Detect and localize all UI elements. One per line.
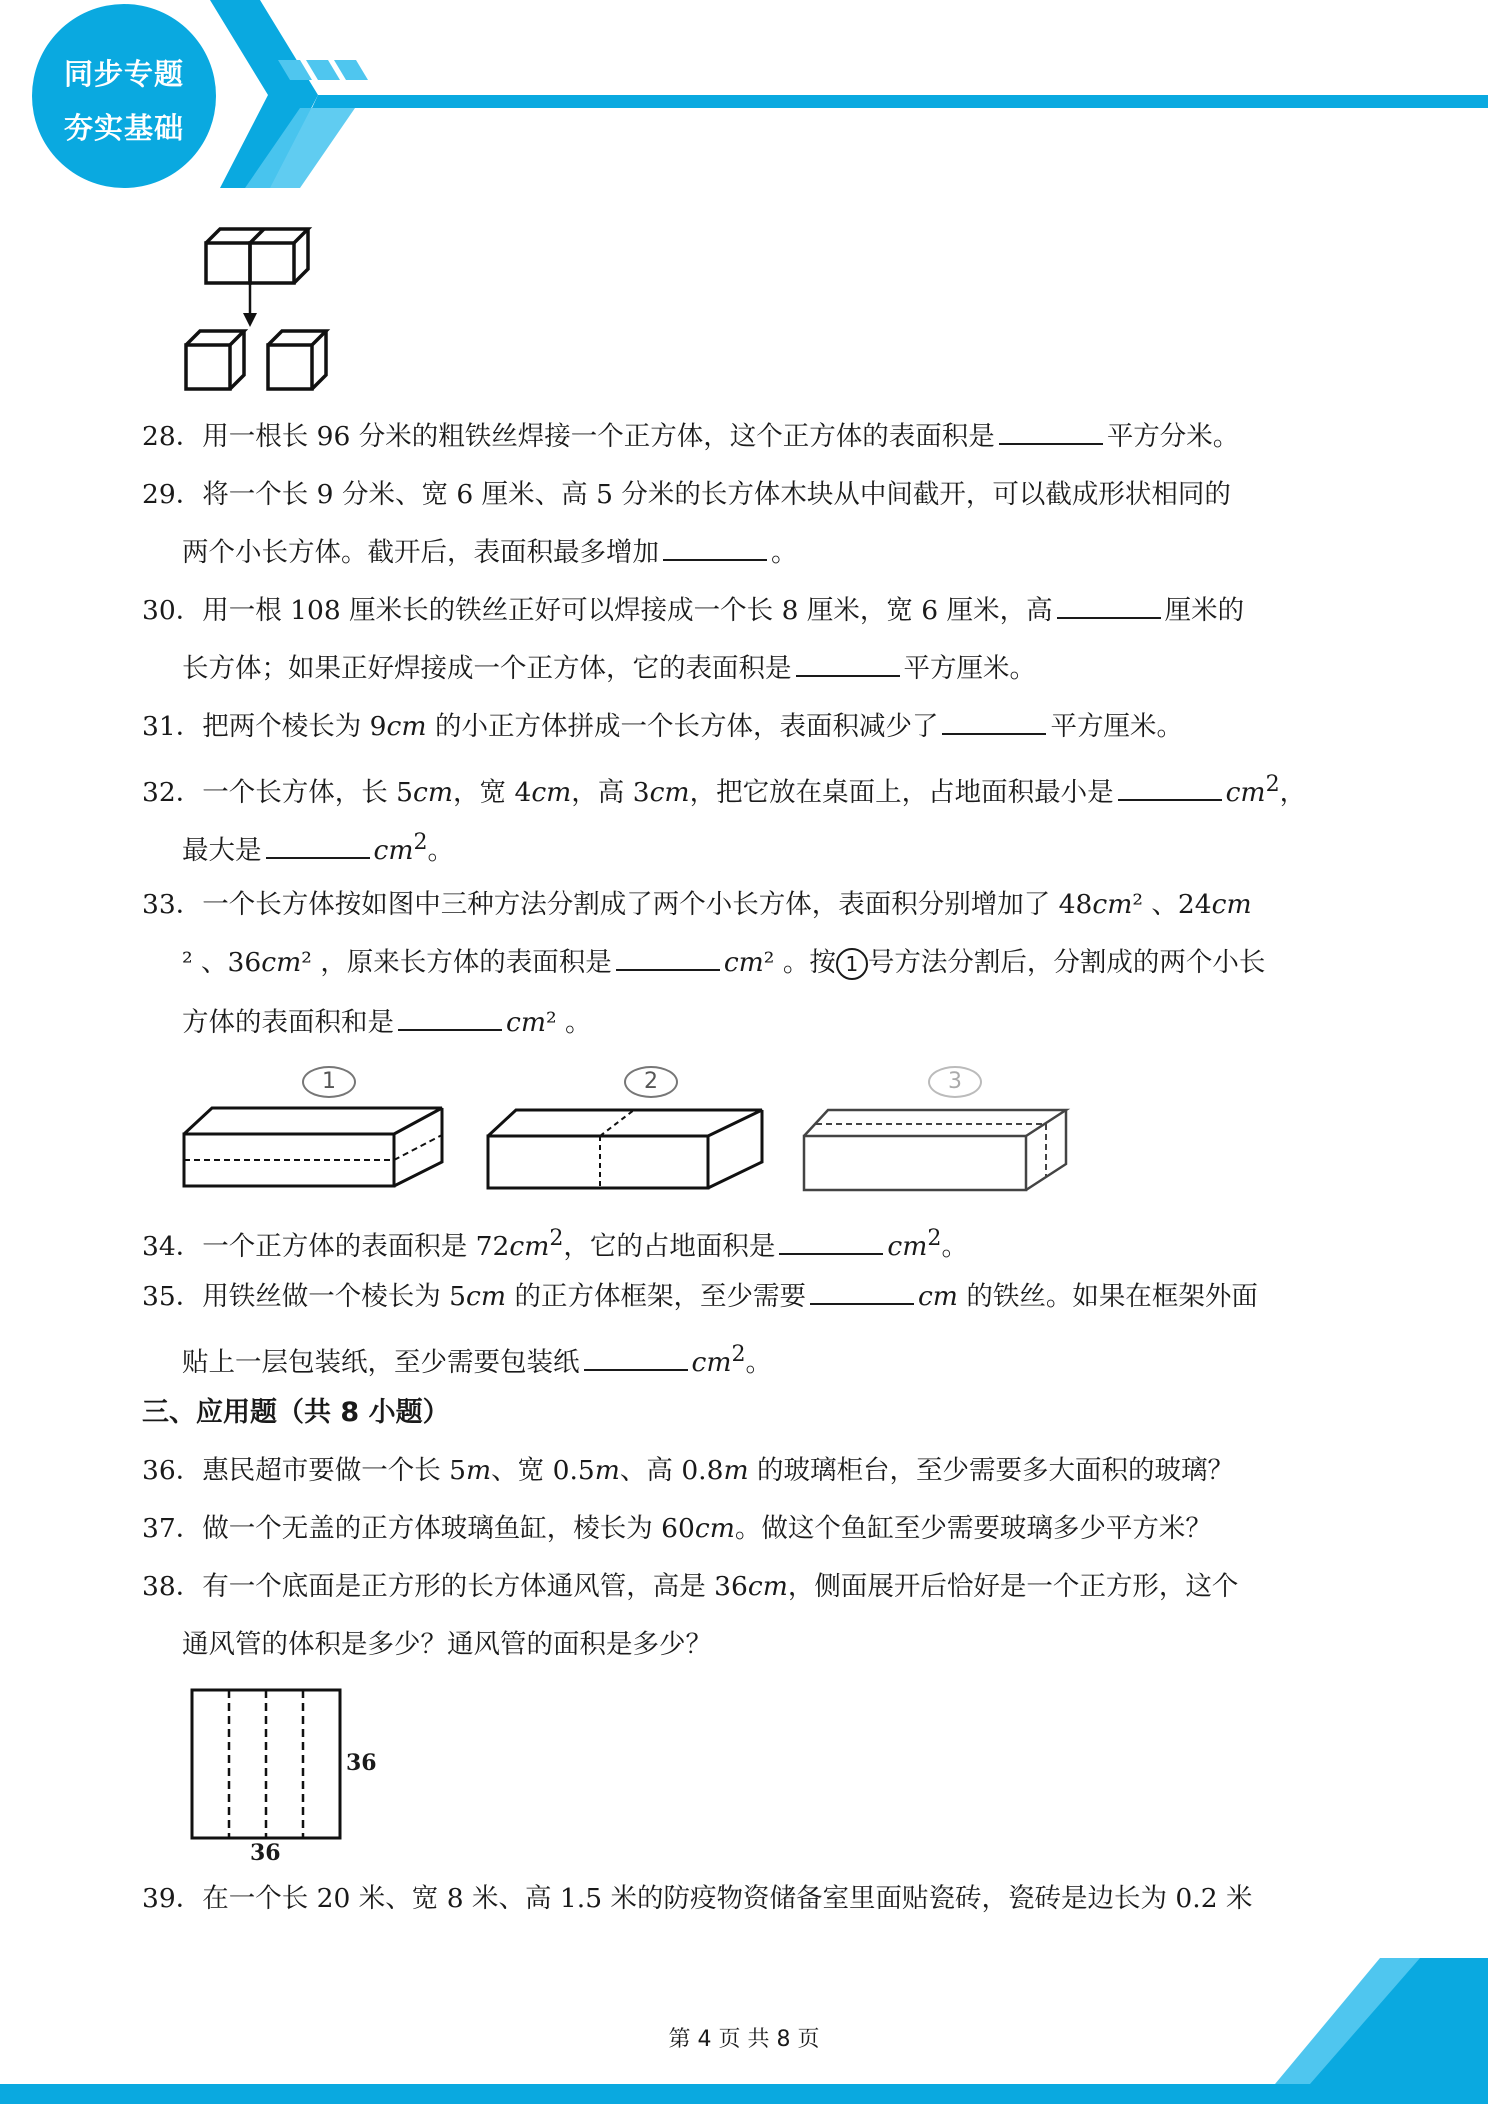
method-number-circle: 1: [836, 948, 868, 980]
section-title-applications: 三、应用题（共 8 小题）: [142, 1397, 450, 1428]
net-bottom-label: 36: [250, 1840, 281, 1866]
answer-blank[interactable]: [1118, 775, 1222, 801]
page-number: 第 4 页 共 8 页: [668, 2027, 820, 2052]
question-28: 28．用一根长 96 分米的粗铁丝焊接一个正方体，这个正方体的表面积是 平方分米。: [142, 421, 1240, 452]
answer-blank[interactable]: [663, 535, 767, 561]
cut-method-label-3: 3: [928, 1066, 982, 1098]
question-30-line-2: 长方体；如果正好焊接成一个正方体，它的表面积是 平方厘米。: [182, 653, 1036, 684]
header-decoration: [0, 0, 1488, 200]
question-31: 31．把两个棱长为 9cm 的小正方体拼成一个长方体，表面积减少了 平方厘米。: [142, 711, 1183, 742]
answer-blank[interactable]: [942, 709, 1046, 735]
question-35-line-2: 贴上一层包装纸，至少需要包装纸 $cm^2$。: [182, 1342, 773, 1378]
question-33-line-2: ² 、36cm² ，原来长方体的表面积是 cm² 。按 1 号方法分割后，分割成的两个小长: [182, 947, 1266, 978]
question-30-line-1: 30．用一根 108 厘米长的铁丝正好可以焊接成一个长 8 厘米，宽 6 厘米，高 厘米的: [142, 595, 1245, 626]
question-37: 37．做一个无盖的正方体玻璃鱼缸，棱长为 60cm。做这个鱼缸至少需要玻璃多少平方米？: [142, 1513, 1212, 1544]
question-38-line-2: 通风管的体积是多少？通风管的面积是多少？: [182, 1629, 712, 1660]
answer-blank[interactable]: [266, 833, 370, 859]
answer-blank[interactable]: [796, 651, 900, 677]
cut-methods-figure: [176, 1100, 1076, 1200]
question-34: 34．一个正方体的表面积是 $72cm^2$，它的占地面积是 $cm^2$。: [142, 1226, 968, 1262]
question-38-line-1: 38．有一个底面是正方形的长方体通风管，高是 36cm，侧面展开后恰好是一个正方形，这个: [142, 1571, 1239, 1602]
badge-line-2: 夯实基础: [63, 111, 184, 145]
cut-method-label-2: 2: [624, 1066, 678, 1098]
cut-method-label-1: 1: [302, 1066, 356, 1098]
answer-blank[interactable]: [616, 945, 720, 971]
answer-blank[interactable]: [584, 1345, 688, 1371]
answer-blank[interactable]: [398, 1005, 502, 1031]
badge-line-1: 同步专题: [63, 57, 184, 91]
question-39: 39．在一个长 20 米、宽 8 米、高 1.5 米的防疫物资储备室里面贴瓷砖，瓷砖是边长为 0.2 米: [142, 1883, 1253, 1914]
answer-blank[interactable]: [810, 1279, 914, 1305]
question-33-line-3: 方体的表面积和是 cm² 。: [182, 1007, 592, 1038]
question-29-line-2: 两个小长方体。截开后，表面积最多增加 。: [182, 537, 798, 568]
answer-blank[interactable]: [999, 419, 1103, 445]
net-right-label: 36: [346, 1750, 377, 1776]
question-35-line-1: 35．用铁丝做一个棱长为 5cm 的正方体框架，至少需要 cm 的铁丝。如果在框架外面: [142, 1281, 1258, 1312]
question-29-line-1: 29．将一个长 9 分米、宽 6 厘米、高 5 分米的长方体木块从中间截开，可以截成形状相同的: [142, 479, 1231, 510]
answer-blank[interactable]: [1057, 593, 1161, 619]
question-36: 36．惠民超市要做一个长 5m、宽 0.5m、高 0.8m 的玻璃柜台，至少需要多大面积的玻璃？: [142, 1455, 1235, 1486]
cube-split-figure: [176, 215, 336, 400]
answer-blank[interactable]: [779, 1229, 883, 1255]
question-32-line-2: 最大是 $cm^2$。: [182, 830, 455, 866]
question-33-line-1: 33．一个长方体按如图中三种方法分割成了两个小长方体，表面积分别增加了 48cm² 、24cm: [142, 889, 1252, 920]
duct-net-figure: [186, 1684, 346, 1844]
question-32-line-1: 32．一个长方体，长 5cm，宽 4cm，高 3cm，把它放在桌面上，占地面积最小是 $cm^2$，: [142, 772, 1307, 808]
